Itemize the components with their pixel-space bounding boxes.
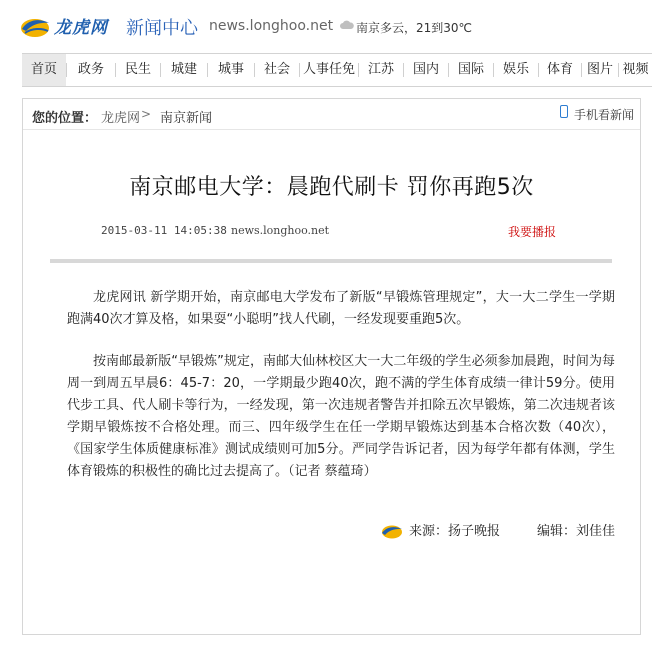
article-source: 来源：扬子晚报 <box>409 524 501 539</box>
nav-item-appointments[interactable]: 人事任免 <box>302 62 355 77</box>
nav-item-sports[interactable]: 体育 <box>546 62 573 77</box>
nav-item-urban-construction[interactable]: 城建 <box>170 62 197 77</box>
article-paragraph: 按南邮最新版“早锻炼”规定，南邮大仙林校区大一大二年级的学生必须参加晨跑，时间为每周一到周五早晨6：45-7：20，一学期最少跑40次，跑不满的学生体育成绩一律计59分。使用代步工具、代人刷卡等行为，一经发现，第一次违规者警告并扣除五次早锻炼，第二次违规者该学期早锻炼按不合格处理。而三、四年级学生在任一学期早锻炼达到基本合格次数（40次），《国家学生体质健康标准》测试成绩则可加5分。严同学告诉记者，因为每学年都有体测，学生体育锻炼的积极性的确比过去提高了。（记者 蔡蕴琦） <box>67 354 615 479</box>
article-paragraph: 龙虎网讯 新学期开始，南京邮电大学发布了新版“早锻炼管理规定”，大一大二学生一学期跑满40次才算及格，如果耍“小聪明”找人代刷，一经发现要重跑5次。 <box>67 290 615 327</box>
report-news-link[interactable]: 我要播报 <box>508 225 557 239</box>
nav-item-jiangsu[interactable]: 江苏 <box>367 62 394 77</box>
main-nav <box>22 53 652 87</box>
nav-item-photos[interactable]: 图片 <box>586 62 613 77</box>
nav-item-government[interactable]: 政务 <box>77 62 104 77</box>
logo-mark-icon <box>20 14 50 38</box>
article-container <box>22 98 641 635</box>
nav-item-society[interactable]: 社会 <box>263 62 290 77</box>
site-url: news.longhoo.net <box>209 18 334 34</box>
nav-item-home[interactable]: 首页 <box>22 54 66 86</box>
title-divider <box>50 259 612 263</box>
breadcrumb <box>23 99 640 130</box>
logo-mark-icon <box>381 523 403 539</box>
source-url: news.longhoo.net <box>231 224 330 237</box>
breadcrumb-label: 您的位置： <box>32 111 98 126</box>
site-logo[interactable] <box>20 10 120 40</box>
breadcrumb-arrow: > <box>141 107 152 121</box>
cloud-icon <box>340 20 354 30</box>
nav-item-livelihood[interactable]: 民生 <box>124 62 151 77</box>
nav-item-entertainment[interactable]: 娱乐 <box>502 62 529 77</box>
mobile-news-link[interactable]: 手机看新闻 <box>574 108 635 122</box>
publish-date: 2015-03-11 14:05:38 <box>101 224 227 237</box>
nav-item-city-affairs[interactable]: 城事 <box>217 62 244 77</box>
nav-item-video[interactable]: 视频 <box>622 62 649 77</box>
article-editor: 编辑：刘佳佳 <box>537 524 616 539</box>
mobile-phone-icon <box>560 105 568 118</box>
site-title[interactable]: 新闻中心 <box>126 18 198 39</box>
logo-text: 龙虎网 <box>54 18 108 38</box>
weather-text: 南京多云，21到30℃ <box>356 21 473 35</box>
nav-item-domestic[interactable]: 国内 <box>412 62 439 77</box>
site-header <box>0 0 652 48</box>
breadcrumb-current-link[interactable]: 南京新闻 <box>160 111 213 126</box>
breadcrumb-home-link[interactable]: 龙虎网 <box>101 111 141 126</box>
article-title: 南京邮电大学：晨跑代刷卡 罚你再跑5次 <box>129 175 534 200</box>
nav-item-international[interactable]: 国际 <box>457 62 484 77</box>
